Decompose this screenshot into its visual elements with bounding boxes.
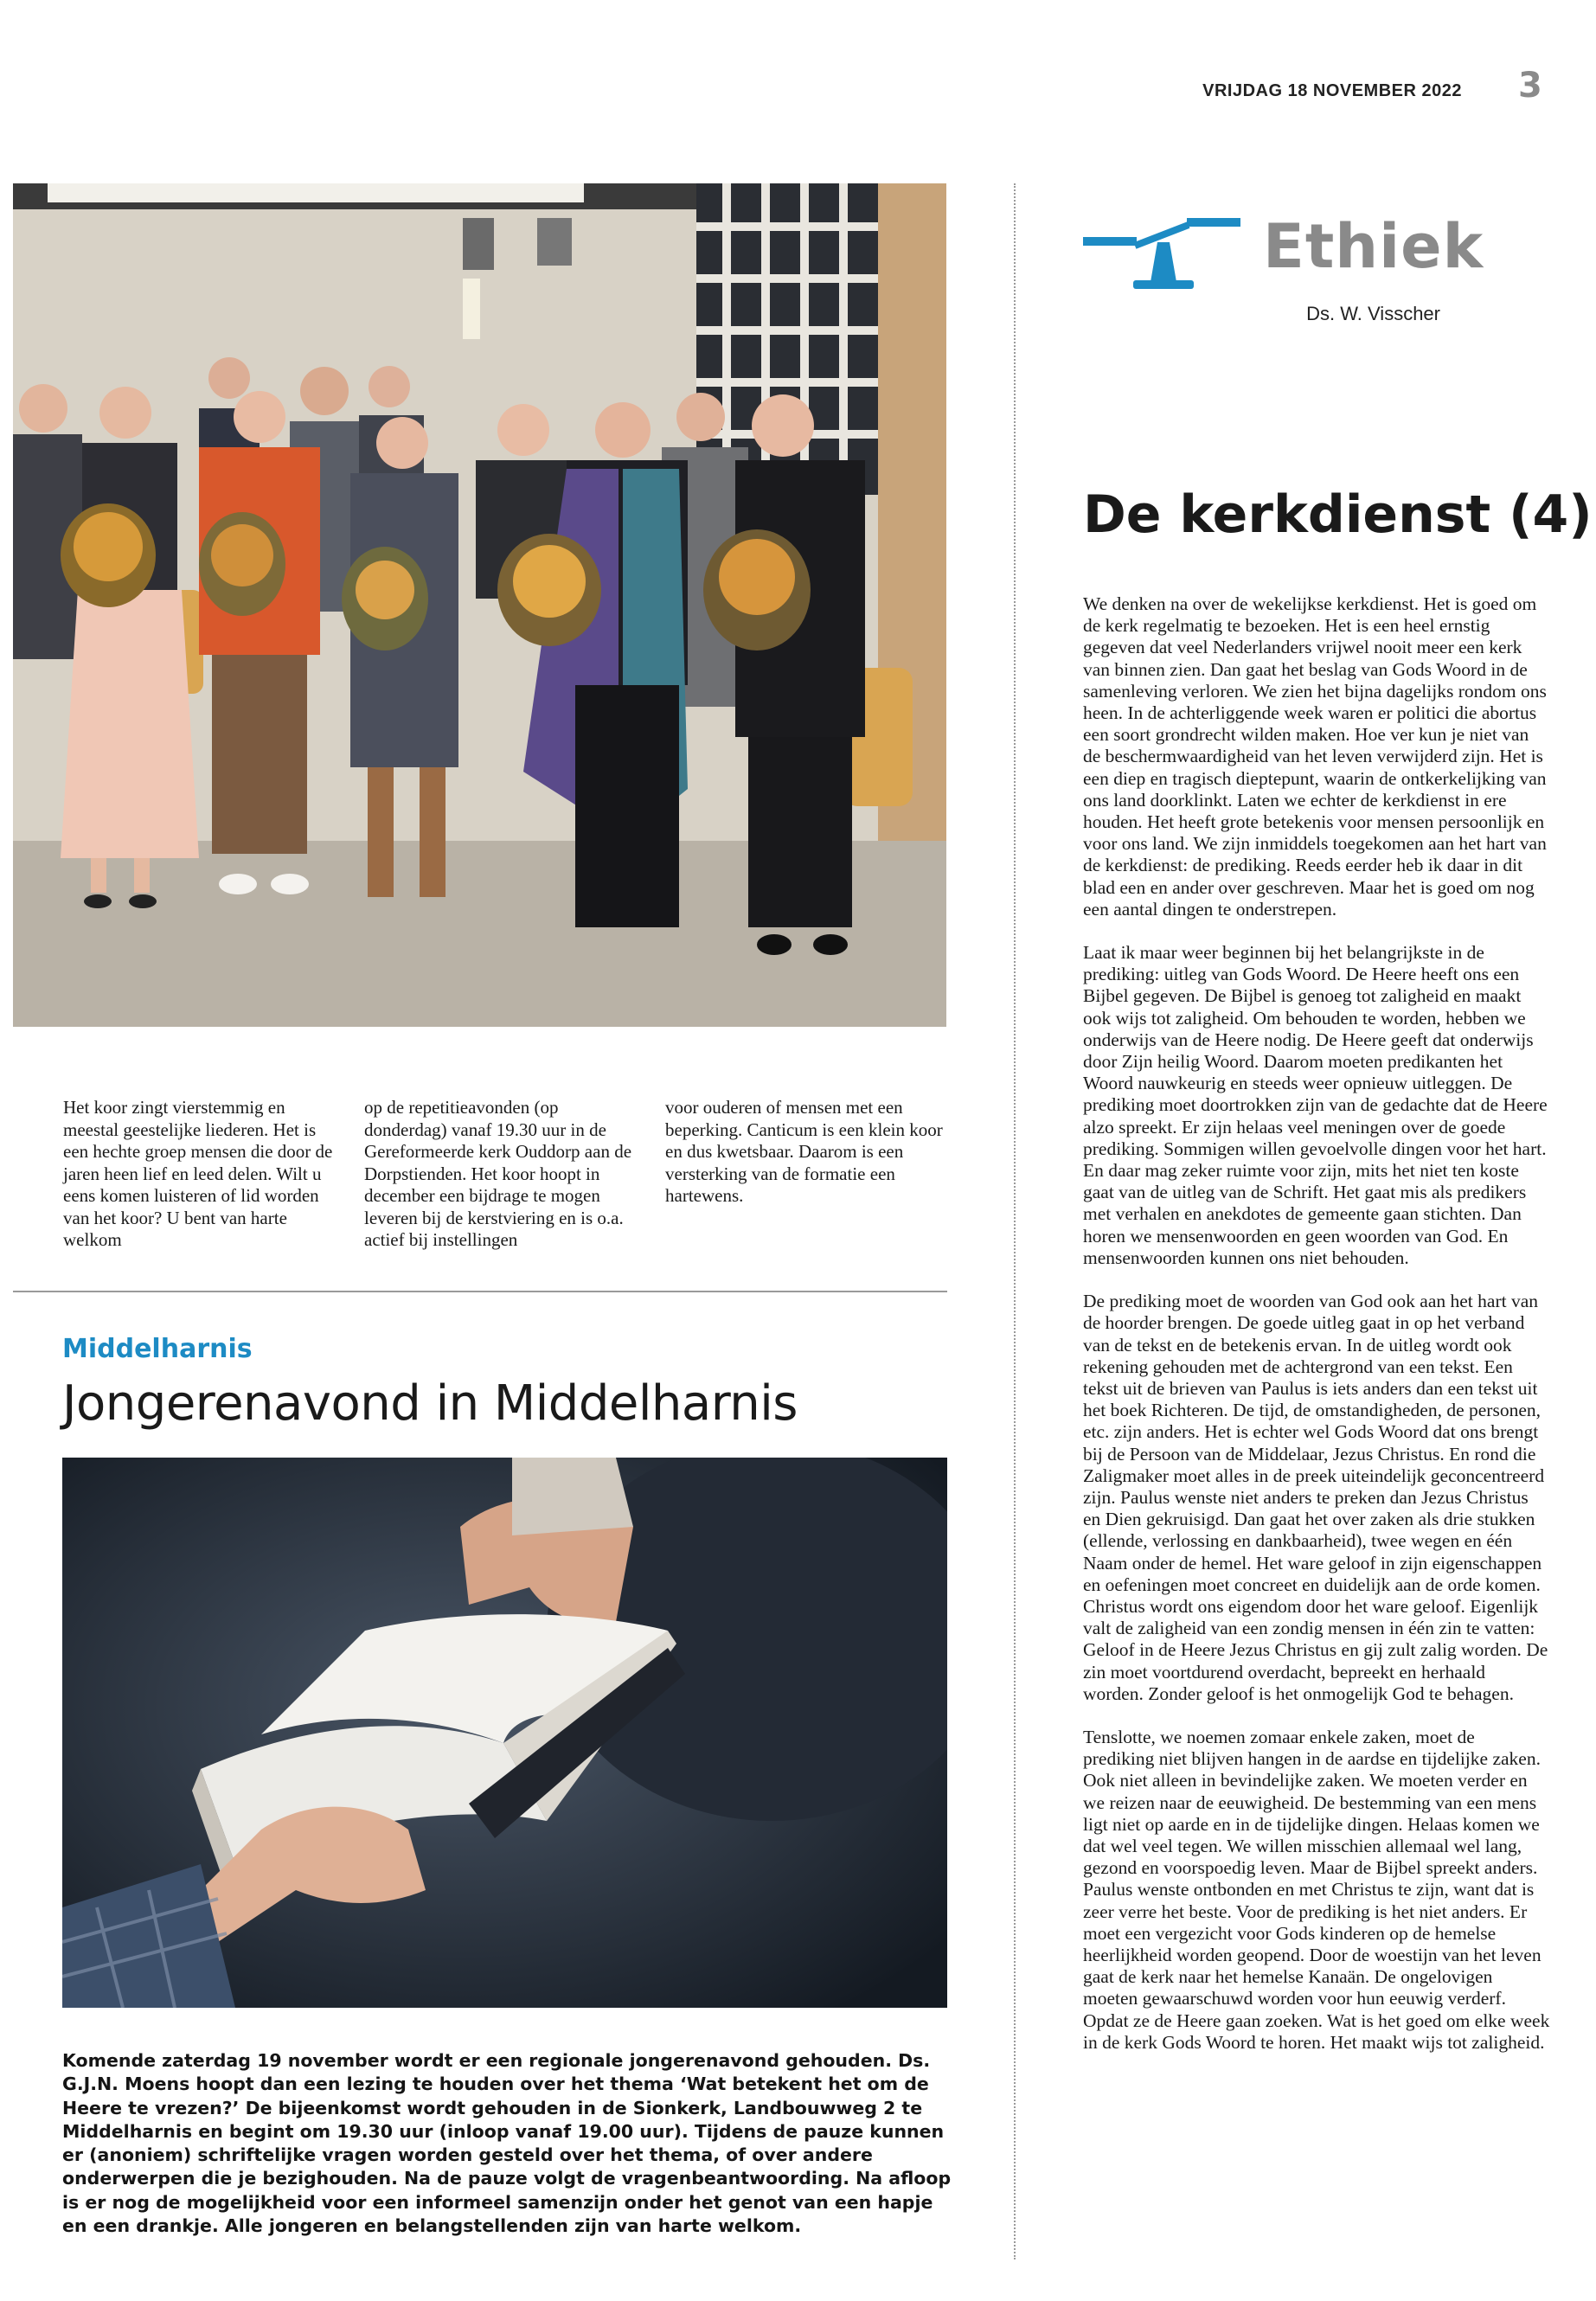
section-divider [13,1291,947,1292]
group-photo-choir-with-flowers [13,183,946,1027]
choir-caption-col-2: op de repetitieavonden (op donderdag) vanaf 19.30 uur in de Gereformeerde kerk Ouddorp aan de Dorpstienden. Het koor hoopt in december een bijdrage te mogen leveren bij de kerstviering en is o.a. actief bij instellingen [364,1097,632,1250]
bible-photo [62,1458,947,2008]
photo-hands-open-bible [62,1458,947,2008]
article-body [1083,593,1550,2075]
article-paragraph: We denken na over de wekelijkse kerkdienst. Het is goed om de kerk regelmatig te bezoeken. Het is een heel ernstig gegeven dat veel Nederlanders vrijwel nooit meer een kerk van binnen zien. Dan gaat het beslag van Gods Woord in de samenleving verloren. We zien het bijna dagelijks rondom ons heen. In de achterliggende week waren er politici die abortus een soort grondrecht wilden maken. Hoe ver kun je niet van de beschermwaardigheid van het leven verwijderd zijn. Het is een diep en tragisch dieptepunt, waarin de ontkerkelijking van ons land doorklinkt. Laten we echter de kerkdienst in ere houden. Het heeft grote betekenis voor mensen persoonlijk en voor ons land. We zijn inmiddels toegekomen aan het hart van de kerkdienst: de prediking. Reeds eerder heb ik daar in dit blad een en ander over geschreven. Maar het is goed om nog een aantal dingen te onderstrepen. [1083,593,1547,920]
article-headline-jongerenavond: Jongerenavond in Middelharnis [62,1375,798,1432]
page-number: 3 [1518,66,1542,106]
article-paragraph: Laat ik maar weer beginnen bij het belangrijkste in de prediking: uitleg van Gods Woord. De Heere heeft ons een Bijbel gegeven. De Bijbel is genoeg tot zaligheid en maakt ook wijs tot zaligheid. Om behouden te worden, hebben we onderwijs van de Heere nodig. De Heere geeft dat onderwijs door Zijn heilig Woord. Daarom moeten predikanten het Woord nauwkeurig en steeds weer opnieuw uitleggen. De prediking moet doortrokken zijn van de gedachte dat de Heere alzo spreekt. Er zijn helaas veel meningen over de goede prediking. Sommigen willen gevoelvolle dingen voor het hart. En daar mag zeker ruimte voor zijn, mits het niet ten koste gaat van de uitleg van de Schrift. Het gaat mis als predikers met verhalen en anekdotes de gemeente gaan stichten. Dan horen we mensenwoorden en geen woorden van God. En mensenwoorden kunnen ons niet behouden. [1083,942,1548,1268]
choir-caption-col-3: voor ouderen of mensen met een beperking. Canticum is een klein koor en dus kwetsbaar. Daarom is een versterking van de formatie een hartewens. [665,1097,943,1206]
balance-scale-icon [1083,213,1247,291]
issue-date: VRIJDAG 18 NOVEMBER 2022 [1202,81,1462,100]
choir-photo [13,183,946,1027]
article-intro-text: Komende zaterdag 19 november wordt er een regionale jongerenavond gehouden. Ds. G.J.N. Moens hoopt dan een lezing te houden over het thema ‘Wat betekent het om de Heere te vrezen?’ De bijeenkomst wordt gehouden in de Sionkerk, Landbouwweg 2 te Middelharnis en begint om 19.30 uur (inloop vanaf 19.00 uur). Tijdens de pauze kunnen er (anoniem) schriftelijke vragen worden gesteld over het thema, of over andere onderwerpen die je bezighouden. Na de pauze volgt de vragenbeantwoording. Na afloop is er nog de mogelijkheid voor een informeel samenzijn onder het genot van een hapje en een drankje. Alle jongeren en belangstellenden zijn van harte welkom. [62,2050,952,2237]
article-paragraph: De prediking moet de woorden van God ook aan het hart van de hoorder brengen. De goede uitleg gaat in op het verband van de tekst en de betekenis ervan. In de uitleg wordt ook rekening gehouden met de achtergrond van een tekst. Een tekst uit de brieven van Paulus is iets anders dan een tekst uit het boek Richteren. De tijd, de omstandigheden, de personen, etc. zijn anders. Het is echter wel Gods Woord dat ons brengt bij de Persoon van de Middelaar, Jezus Christus. En rond die Zaligmaker moet alles in de preek uiteindelijk geconcentreerd zijn. Paulus wenste niet anders te preken dan Jezus Christus en Dien gekruisigd. Dan gaat het over zaken als drie stukken (ellende, verlossing en dankbaarheid), twee wegen en één Naam onder de hemel. Het ware geloof in zijn eigenschappen en oefeningen moet concreet en duidelijk aan de orde komen. Christus wordt ons eigendom door het ware geloof. Eigenlijk valt de zaligheid van een zondig mensen in één zin te vatten: Geloof in de Heere Jezus Christus en gij zult zalig worden. De zin moet voortdurend overdacht, bepreekt en herhaald worden. Zonder geloof is het onmogelijk God te behagen. [1083,1291,1548,1704]
section-title-ethiek: Ethiek [1263,211,1484,282]
article-kicker: Middelharnis [62,1334,253,1364]
choir-caption-col-1: Het koor zingt vierstemmig en meestal geestelijke liederen. Het is een hechte groep mensen die door de jaren heen lief en leed delen. Wilt u eens komen luisteren of lid worden van het koor? U bent van harte welkom [63,1097,333,1250]
column-separator [1014,183,1016,2259]
article-paragraph: Tenslotte, we noemen zomaar enkele zaken, moet de prediking niet blijven hangen in de aardse en tijdelijke zaken. Ook niet alleen in bevindelijke zaken. We moeten verder en we reizen naar de eeuwigheid. De bestemming van een mens ligt niet op aarde en in de tijdelijke dingen. Helaas komen we dat wel veel tegen. We willen misschien allemaal wel lang, gezond en voorspoedig leven. Maar de Bijbel spreekt anders. Paulus wenste ontbonden en met Christus te zijn, want dat is zeer verre het beste. Voor de prediking is het niet anders. Er moet een vergezicht voor Gods kinderen op de hemelse heerlijkheid worden geopend. Door de woestijn van het leven gaat de kerk naar het hemelse Kanaän. De ongelovigen moeten gewaarschuwd worden voor hun eeuwig verderf. Opdat ze de Heere gaan zoeken. Wat is het goed om elke week in de kerk Gods Woord te horen. Het maakt wijs tot zaligheid. [1083,1726,1550,2053]
author-byline: Ds. W. Visscher [1306,303,1440,324]
article-headline-kerkdienst: De kerkdienst (4) [1083,484,1593,545]
